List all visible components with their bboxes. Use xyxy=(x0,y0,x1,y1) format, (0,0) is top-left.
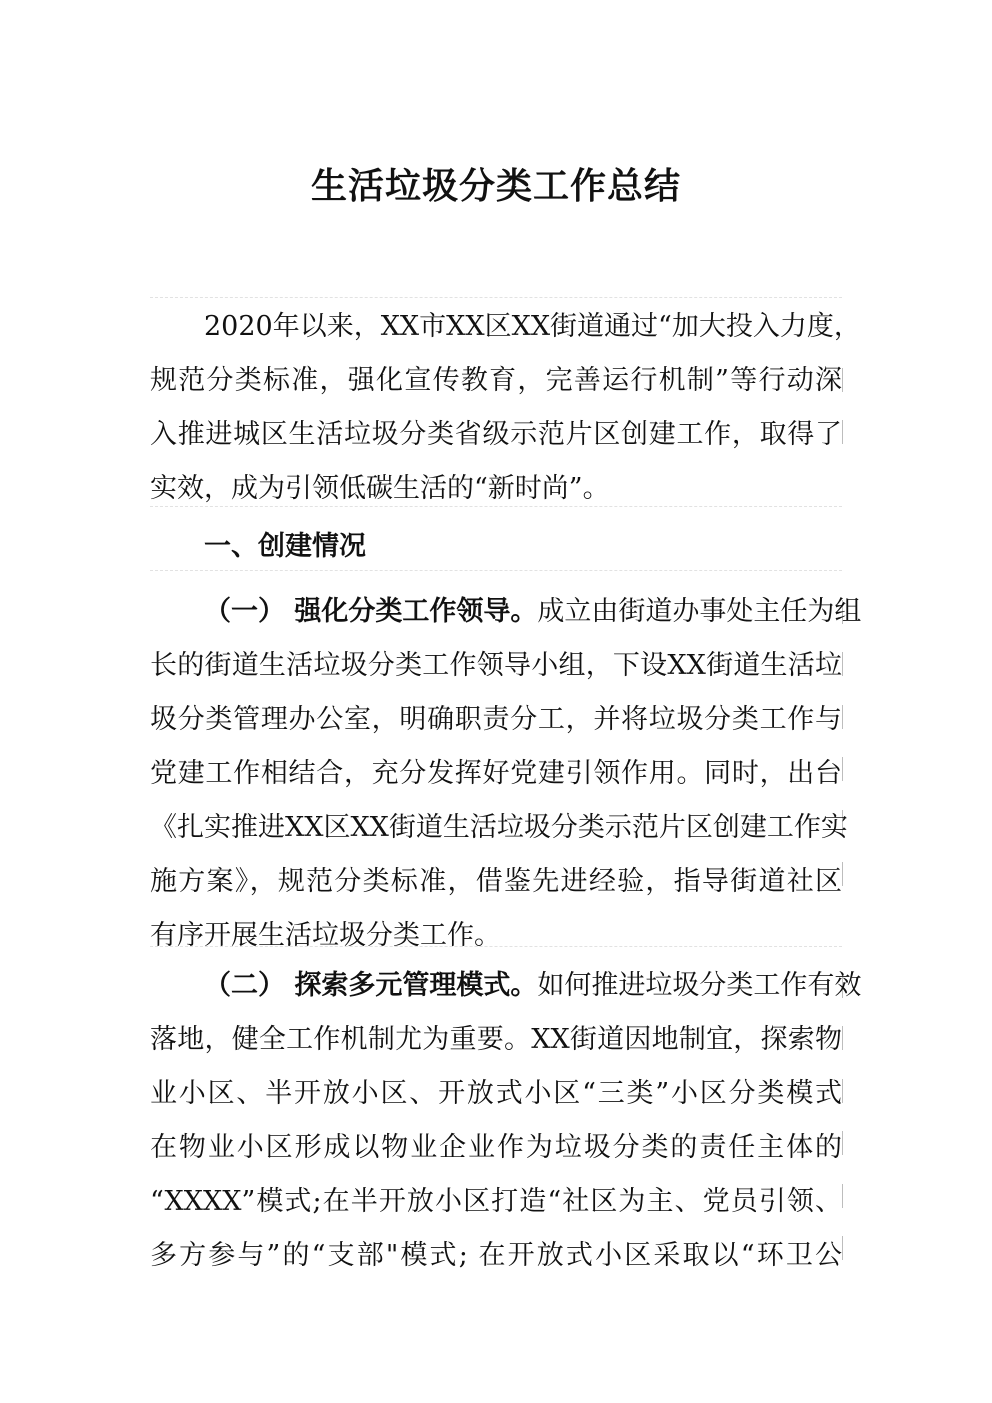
paragraph-line: 多方参与”的“支部"模式; 在开放式小区采取以“环卫公 xyxy=(150,1240,842,1271)
intro-paragraph xyxy=(150,300,861,516)
margin-marker xyxy=(842,705,843,729)
paragraph-line: 有序开展生活垃圾分类工作。 xyxy=(150,920,501,951)
subsection-lead: （一） 强化分类工作领导。 xyxy=(204,596,538,627)
paragraph-line: 《扎实推进XX区XX街道生活垃圾分类示范片区创建工作实 xyxy=(150,812,848,843)
margin-marker xyxy=(842,652,843,676)
margin-marker xyxy=(842,862,843,886)
section-heading-block xyxy=(150,520,842,574)
margin-marker xyxy=(842,757,843,781)
separator-line xyxy=(150,297,842,298)
paragraph-text: 成立由街道办事处主任为组 xyxy=(537,596,862,627)
document-title: 生活垃圾分类工作总结 xyxy=(310,165,681,207)
paragraph-line: 入推进城区生活垃圾分类省级示范片区创建工作，取得了 xyxy=(150,419,842,450)
margin-marker xyxy=(842,1236,843,1260)
paragraph-line: 圾分类管理办公室，明确职责分工，并将垃圾分类工作与 xyxy=(150,704,842,735)
paragraph-text: 如何推进垃圾分类工作有效 xyxy=(537,970,862,1001)
subsection-2 xyxy=(150,959,862,1283)
paragraph-line: 在物业小区形成以物业企业作为垃圾分类的责任主体的 xyxy=(150,1132,842,1163)
paragraph-line: 业小区、半开放小区、开放式小区“三类”小区分类模式 xyxy=(150,1078,842,1109)
paragraph-line: 规范分类标准，强化宣传教育，完善运行机制”等行动深 xyxy=(150,365,842,396)
paragraph-line: 施方案》，规范分类标准，借鉴先进经验，指导街道社区 xyxy=(150,866,842,897)
paragraph-first-line xyxy=(150,585,862,639)
paragraph-line: 落地，健全工作机制尤为重要。XX街道因地制宜，探索物 xyxy=(150,1024,842,1055)
paragraph-first-line xyxy=(150,959,862,1013)
paragraph-line: 2020年以来，XX市XX区XX街道通过“加大投入力度， xyxy=(204,311,861,342)
margin-marker xyxy=(842,1079,843,1103)
paragraph-line: 实效，成为引领低碳生活的“新时尚”。 xyxy=(150,473,610,504)
paragraph-line: “XXXX”模式;在半开放小区打造“社区为主、党员引领、 xyxy=(150,1186,842,1217)
section-heading: 一、创建情况 xyxy=(204,531,366,562)
margin-marker xyxy=(842,368,843,392)
margin-marker xyxy=(842,420,843,444)
subsection-1 xyxy=(150,585,862,963)
margin-marker xyxy=(842,1131,843,1155)
paragraph-line: 长的街道生活垃圾分类工作领导小组，下设XX街道生活垃 xyxy=(150,650,842,681)
subsection-lead: （二） 探索多元管理模式。 xyxy=(204,970,538,1001)
margin-marker xyxy=(842,1026,843,1050)
paragraph-line: 党建工作相结合，充分发挥好党建引领作用。同时，出台 xyxy=(150,758,842,789)
margin-marker xyxy=(842,1184,843,1208)
